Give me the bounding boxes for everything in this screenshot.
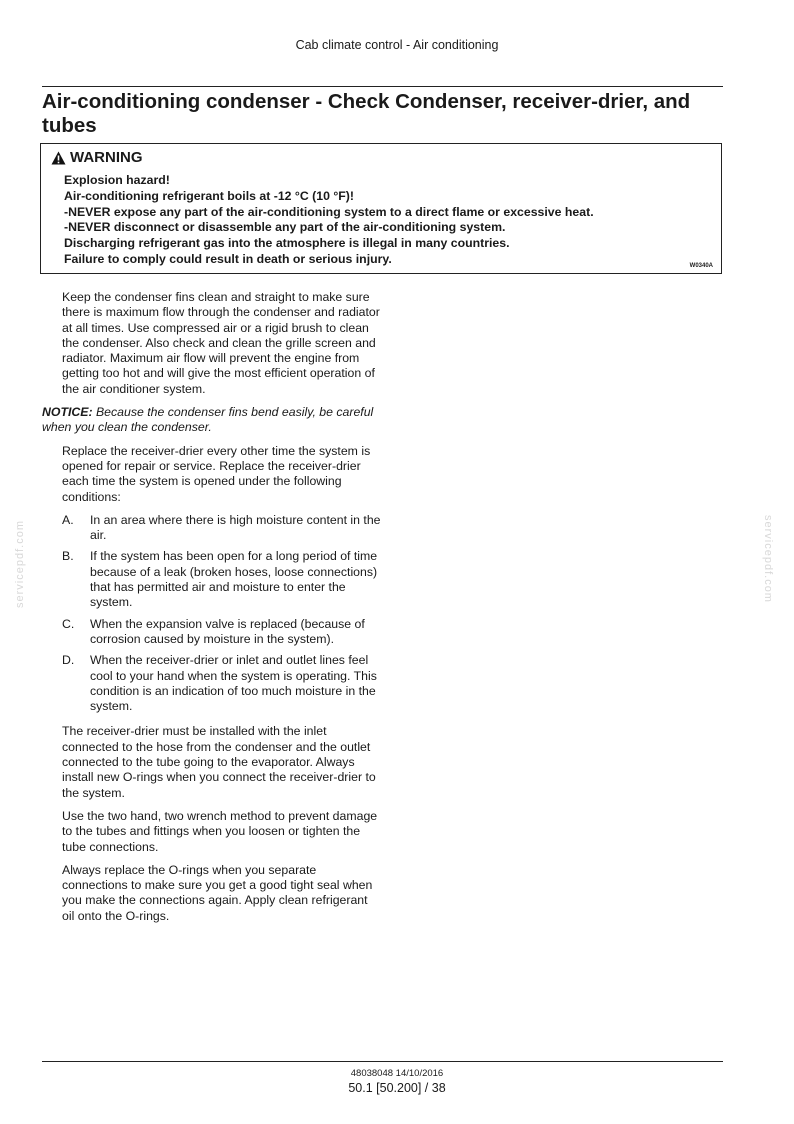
- warning-box: [40, 143, 722, 274]
- warning-triangle-icon: [51, 151, 66, 165]
- list-item: [42, 653, 382, 714]
- body-column: [42, 290, 382, 932]
- list-item: [42, 617, 382, 648]
- footer-rule: [42, 1061, 723, 1062]
- list-item-text: If the system has been open for a long period of time because of a leak (broken hoses, loose connections) that has permitted air and moisture to enter the system.: [90, 549, 378, 610]
- running-header: Cab climate control - Air conditioning: [295, 38, 499, 52]
- warning-line: Failure to comply could result in death or serious injury.: [64, 251, 392, 266]
- footer-document-code: 48038048 14/10/2016: [350, 1068, 444, 1079]
- paragraph-two-wrench: Use the two hand, two wrench method to prevent damage to the tubes and fittings when you loosen or tighten the tube connections.: [62, 808, 378, 854]
- notice-text: Because the condenser fins bend easily, be careful when you clean the condenser.: [42, 405, 374, 435]
- warning-heading: [51, 149, 143, 166]
- page-title: Air-conditioning condenser - Check Condenser, receiver-drier, and tubes: [42, 90, 691, 137]
- header-rule: [42, 86, 723, 87]
- list-item-label: B.: [62, 549, 74, 564]
- paragraph-o-rings: Always replace the O-rings when you separate connections to make sure you get a good tight seal when you make the connections again. Apply clean refrigerant oil onto the O-rings.: [62, 862, 373, 923]
- list-item-text: In an area where there is high moisture content in the air.: [90, 512, 381, 543]
- list-item-text: When the expansion valve is replaced (because of corrosion caused by moisture in the system).: [90, 616, 365, 646]
- list-item-text: When the receiver-drier or inlet and outlet lines feel cool to your hand when the system is operating. This condition is an indication of too much moisture in the system.: [90, 653, 377, 714]
- warning-line: -NEVER disconnect or disassemble any part of the air-conditioning system.: [64, 220, 506, 235]
- warning-code: W0340A: [689, 263, 713, 269]
- watermark-right: servicepdf.com: [762, 515, 774, 603]
- list-item-label: D.: [62, 653, 75, 668]
- notice-label: NOTICE:: [42, 405, 93, 420]
- list-item: [42, 549, 382, 610]
- list-item-label: C.: [62, 616, 75, 631]
- watermark-left: servicepdf.com: [14, 520, 26, 608]
- paragraph-installation: The receiver-drier must be installed with the inlet connected to the hose from the condenser and the outlet connected to the tube going to the evaporator. Always install new O-rings when you connect the receiver-drier to the system.: [62, 724, 376, 800]
- warning-lines: [64, 173, 594, 268]
- warning-line: Discharging refrigerant gas into the atmosphere is illegal in many countries.: [64, 236, 510, 251]
- warning-line: Explosion hazard!: [64, 173, 170, 187]
- footer-page-number: 50.1 [50.200] / 38: [348, 1081, 446, 1095]
- list-item: [42, 513, 382, 544]
- notice-paragraph: [42, 405, 382, 436]
- warning-heading-text: WARNING: [70, 149, 143, 166]
- warning-line: -NEVER expose any part of the air-conditioning system to a direct flame or excessive heat.: [64, 204, 594, 219]
- paragraph-condenser-fins: Keep the condenser fins clean and straight to make sure there is maximum flow through the condenser and radiator at all times. Use compressed air or a rigid brush to clean the condenser. Also check and clean the grille screen and radiator. Maximum air flow will prevent the engine from getting too hot and will give the most efficient operation of the air conditioner system.: [62, 290, 380, 396]
- paragraph-receiver-drier: Replace the receiver-drier every other time the system is opened for repair or service. Replace the receiver-drier each time the system is opened under the following conditions:: [62, 443, 371, 504]
- list-item-label: A.: [62, 512, 74, 527]
- warning-line: Air-conditioning refrigerant boils at -12 °C (10 °F)!: [64, 188, 354, 203]
